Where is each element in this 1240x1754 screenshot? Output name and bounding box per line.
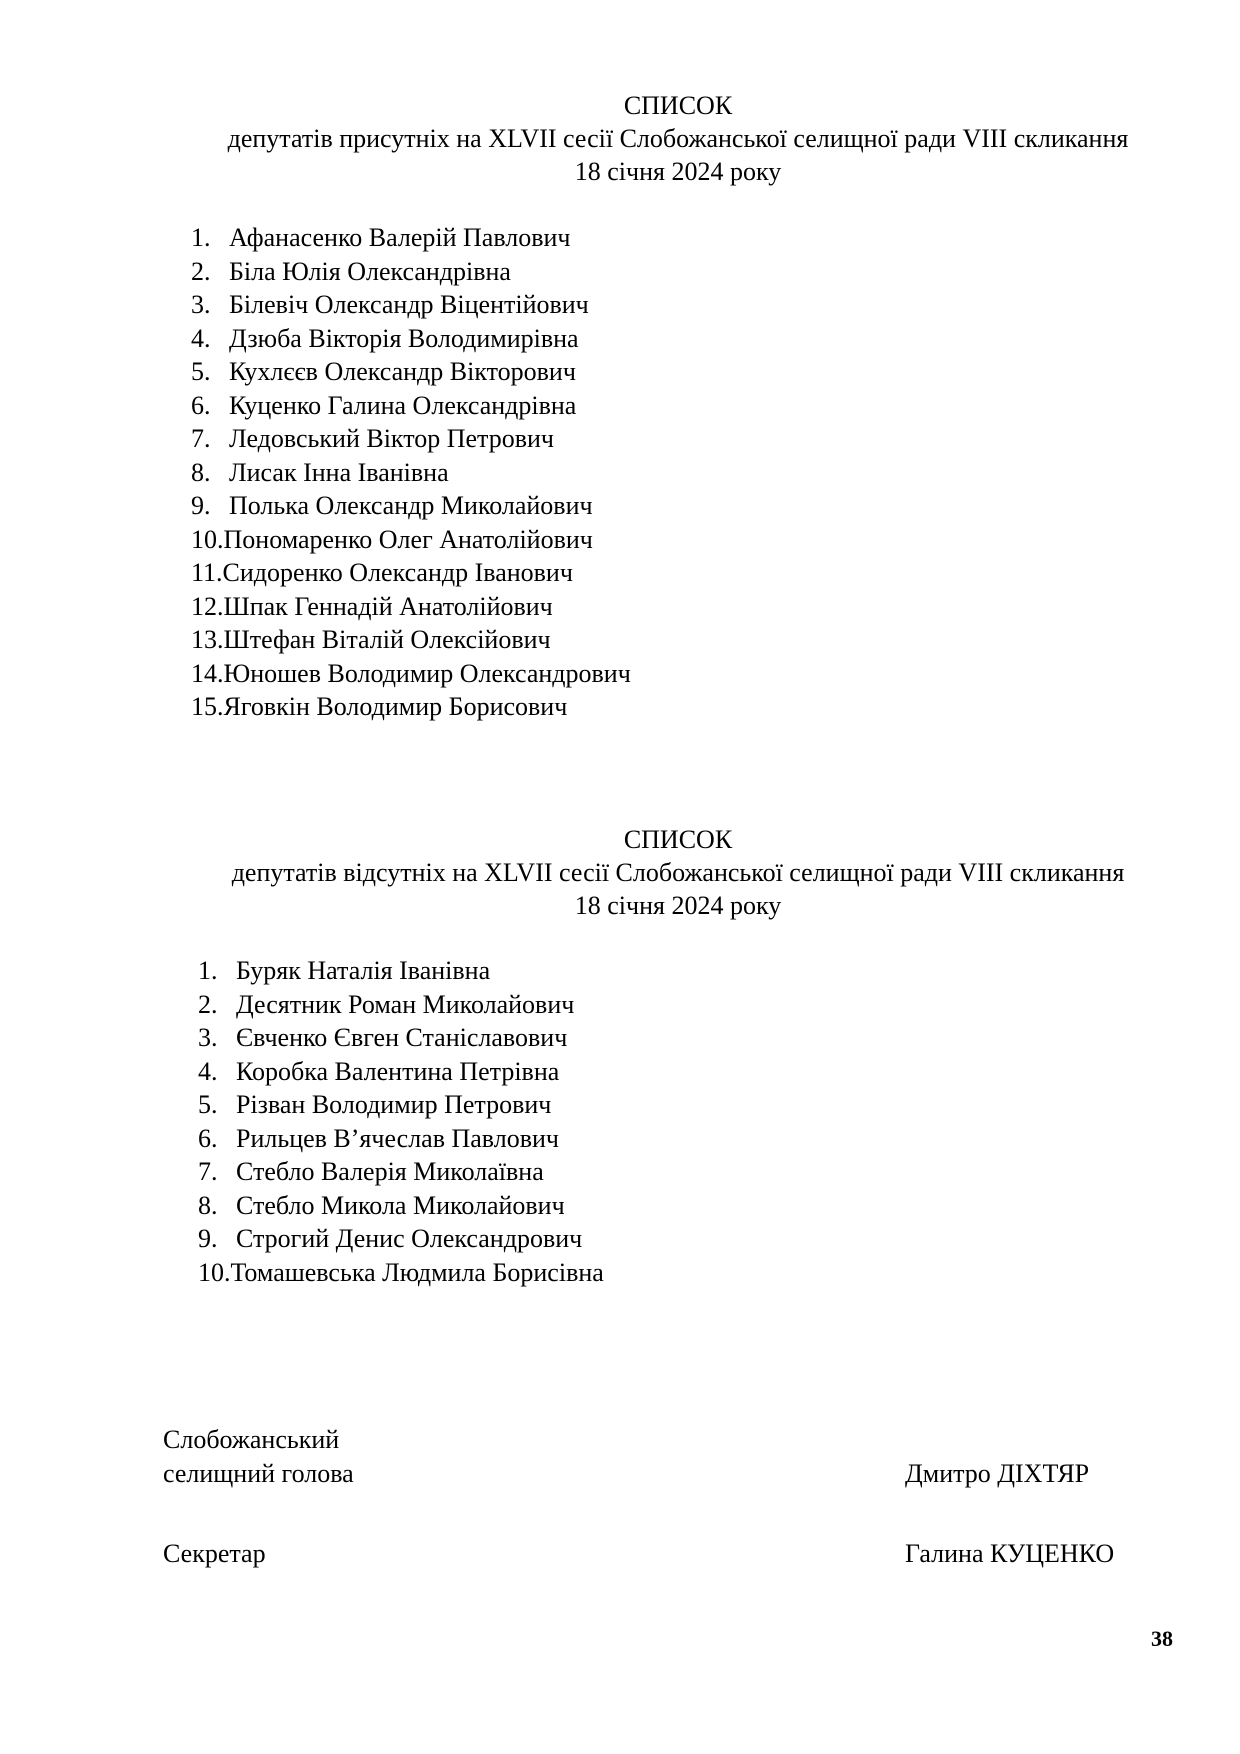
- list-item-number: 4.: [191, 323, 211, 353]
- present-list-date: 18 січня 2024 року: [574, 157, 782, 186]
- head-title-line2: селищний голова: [163, 1459, 354, 1488]
- absent-deputies-list: [198, 954, 604, 1289]
- list-item-name: Різван Володимир Петрович: [236, 1090, 552, 1119]
- list-item: [191, 556, 631, 590]
- list-item-number: 9.: [191, 491, 211, 520]
- list-item-name: Полька Олександр Миколайович: [229, 491, 593, 520]
- head-name: Дмитро ДІХТЯР: [905, 1459, 1090, 1488]
- list-item-name: Афанасенко Валерій Павлович: [229, 223, 571, 252]
- list-item-number: 14.: [191, 658, 224, 688]
- list-item: [191, 422, 631, 456]
- secretary-name: Галина КУЦЕНКО: [905, 1539, 1115, 1568]
- list-item: [198, 1222, 604, 1256]
- list-item: [198, 1055, 604, 1089]
- list-item: [198, 1155, 604, 1189]
- list-item-name: Коробка Валентина Петрівна: [236, 1056, 560, 1086]
- list-item: [198, 1088, 604, 1122]
- list-item-name: Стебло Валерія Миколаївна: [236, 1157, 544, 1186]
- list-item-name: Куценко Галина Олександрівна: [229, 390, 577, 420]
- list-item: [191, 288, 631, 322]
- list-item: [191, 389, 631, 423]
- list-item: [191, 523, 631, 557]
- list-item-number: 9.: [198, 1224, 218, 1253]
- list-item-number: 7.: [198, 1157, 218, 1186]
- list-item-name: Дзюба Вікторія Володимирівна: [229, 323, 579, 353]
- head-title-line1: Слобожанський: [163, 1425, 340, 1454]
- list-item: [191, 221, 631, 255]
- list-item-number: 3.: [198, 1023, 218, 1052]
- list-item: [198, 1189, 604, 1223]
- list-item-number: 1.: [198, 956, 218, 985]
- absent-list-header: [58, 823, 1240, 922]
- list-item-name: Сидоренко Олександр Іванович: [222, 558, 573, 587]
- list-item-name: Біла Юлія Олександрівна: [229, 256, 511, 286]
- list-item-name: Яговкін Володимир Борисович: [223, 692, 568, 721]
- list-item: [191, 255, 631, 289]
- list-item-number: 5.: [191, 357, 211, 386]
- absent-list-date: 18 січня 2024 року: [574, 891, 782, 920]
- present-list-title: СПИСОК: [623, 91, 733, 120]
- list-item-number: 3.: [191, 290, 211, 319]
- list-item-name: Євченко Євген Станіславович: [236, 1023, 568, 1052]
- list-item: [191, 355, 631, 389]
- present-list-header: [58, 89, 1240, 188]
- secretary-title: Секретар: [163, 1539, 266, 1568]
- list-item-number: 13.: [191, 625, 224, 654]
- list-item-number: 10.: [191, 524, 224, 554]
- list-item-number: 2.: [198, 989, 218, 1019]
- list-item-number: 5.: [198, 1090, 218, 1119]
- absent-list-subtitle: депутатів відсутніх на XLVII сесії Слобожанської селищної ради VIII скликання: [231, 858, 1125, 887]
- list-item-name: Буряк Наталія Іванівна: [236, 956, 491, 985]
- list-item-number: 15.: [191, 692, 224, 721]
- list-item-name: Пономаренко Олег Анатолійович: [223, 524, 593, 554]
- list-item: [191, 623, 631, 657]
- list-item-number: 6.: [198, 1123, 218, 1153]
- list-item-number: 1.: [191, 223, 211, 252]
- list-item: [191, 322, 631, 356]
- list-item: [191, 489, 631, 523]
- absent-list-title: СПИСОК: [623, 825, 733, 854]
- list-item: [191, 456, 631, 490]
- list-item-number: 4.: [198, 1056, 218, 1086]
- list-item-name: Штефан Віталій Олексійович: [223, 625, 551, 654]
- list-item-number: 10.: [198, 1257, 231, 1287]
- list-item-name: Строгий Денис Олександрович: [236, 1224, 583, 1253]
- list-item-name: Томашевська Людмила Борисівна: [230, 1257, 604, 1287]
- list-item-name: Шпак Геннадій Анатолійович: [223, 591, 553, 621]
- list-item-number: 8.: [191, 457, 211, 487]
- list-item-number: 6.: [191, 390, 211, 420]
- list-item-number: 11.: [191, 558, 223, 587]
- list-item: [198, 988, 604, 1022]
- list-item-name: Білевіч Олександр Віцентійович: [229, 290, 589, 319]
- present-list-subtitle: депутатів присутніх на XLVII сесії Слобожанської селищної ради VIII скликання: [227, 124, 1129, 153]
- list-item-name: Стебло Микола Миколайович: [236, 1190, 565, 1220]
- list-item: [198, 954, 604, 988]
- list-item-number: 2.: [191, 256, 211, 286]
- list-item-name: Ледовський Віктор Петрович: [229, 424, 554, 453]
- list-item: [198, 1256, 604, 1290]
- list-item-number: 12.: [191, 591, 224, 621]
- list-item: [198, 1122, 604, 1156]
- list-item: [191, 690, 631, 724]
- list-item-name: Лисак Інна Іванівна: [229, 457, 449, 487]
- list-item-name: Юношев Володимир Олександрович: [223, 658, 631, 688]
- list-item-number: 8.: [198, 1190, 218, 1220]
- present-deputies-list: [191, 221, 631, 724]
- list-item-number: 7.: [191, 424, 211, 453]
- list-item-name: Рильцев В’ячеслав Павлович: [236, 1123, 559, 1153]
- list-item: [191, 657, 631, 691]
- list-item: [198, 1021, 604, 1055]
- list-item-name: Кухлєєв Олександр Вікторович: [229, 357, 576, 386]
- page-number: 38: [1151, 1626, 1173, 1651]
- list-item-name: Десятник Роман Миколайович: [236, 989, 575, 1019]
- list-item: [191, 590, 631, 624]
